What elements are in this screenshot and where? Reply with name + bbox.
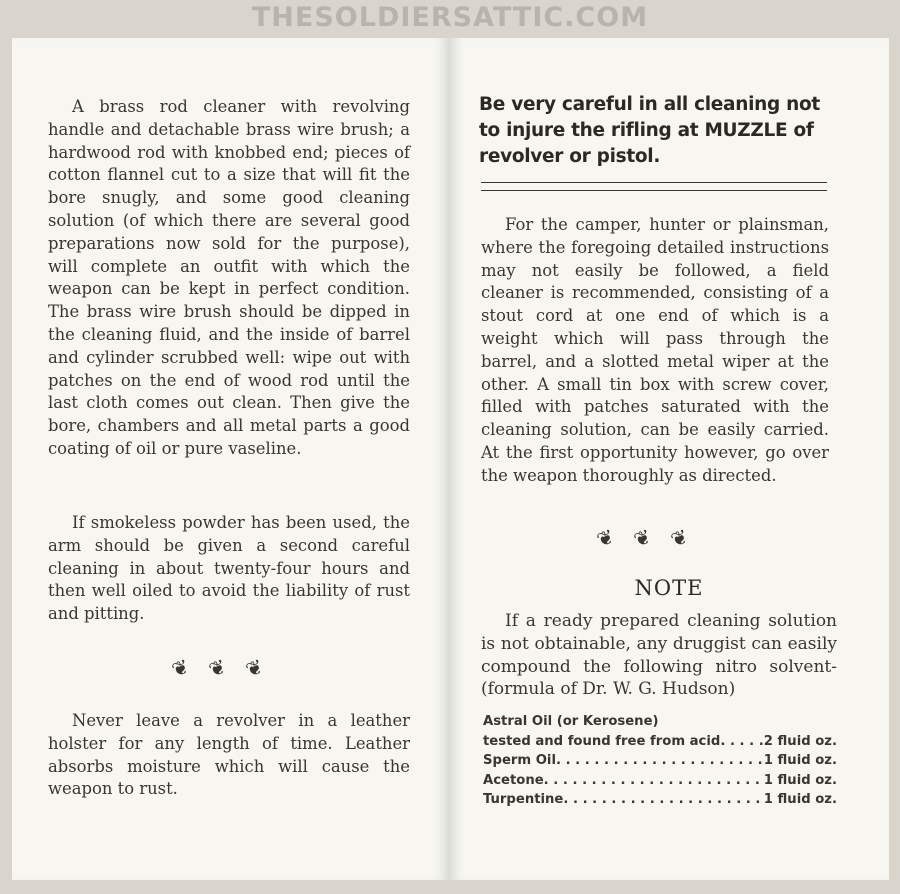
leaf-ornament-icon: ❦	[593, 523, 618, 553]
leather-holster-paragraph: Never leave a revolver in a leather holster for any length of time. Leather absorbs moisture which will cause the weapon to rust.	[48, 711, 410, 799]
watermark: THESOLDIERSATTIC.COM	[251, 2, 649, 33]
solvent-formula	[483, 712, 837, 810]
smokeless-powder-paragraph: If smokeless powder has been used, the arm should be given a second careful cleaning in about twenty-four hours and then well oiled to avoid the liability of rust and pitting.	[48, 513, 410, 624]
formula-row	[483, 751, 837, 771]
right-page	[449, 38, 889, 880]
formula-ingredient: Acetone	[483, 772, 544, 788]
formula-row	[483, 790, 837, 810]
dot-leader	[563, 790, 763, 810]
field-cleaner-paragraph: For the camper, hunter or plainsman, where the foregoing detailed instructions may not easily be followed, a field cleaner is recommended, consisting of a stout cord at one end of which is a weight which will pass through the barrel, and a slotted metal wiper at the other. A small tin box with screw cover, filled with patches saturated with the cleaning solution, can be easily carried. At the first opportunity however, go over the weapon thoroughly as directed.	[481, 215, 829, 485]
dot-leader	[544, 771, 764, 791]
cleaning-outfit-paragraph: A brass rod cleaner with revolving handle and detachable brass wire brush; a hardwood rod with knobbed end; pieces of cotton flannel cut to a size that will fit the bore snugly, and some good cleaning solution (of which there are several good preparations now sold for the purpose), will complete an outfit with which the weapon can be kept in perfect condition. The brass wire brush should be dipped in the cleaning fluid, and the inside of barrel and cylinder scrubbed well: wipe out with patches on the end of wood rod until the last cloth comes out clean. Then give the bore, chambers and all metal parts a good coating of oil or pure vaseline.	[48, 97, 410, 458]
formula-row	[483, 732, 837, 752]
dot-leader	[720, 732, 763, 752]
right-ornament-row	[593, 523, 691, 553]
formula-quantity: 1 fluid oz.	[763, 772, 837, 788]
formula-quantity: 1 fluid oz.	[763, 792, 837, 807]
formula-ingredient: Turpentine	[483, 792, 564, 807]
leaf-ornament-icon: ❦	[168, 653, 193, 683]
formula-quantity: 1 fluid oz.	[763, 753, 837, 768]
leaf-ornament-icon: ❦	[241, 653, 266, 683]
note-title: NOTE	[634, 576, 704, 600]
leaf-ornament-icon: ❦	[205, 653, 230, 683]
dot-leader	[556, 751, 764, 771]
formula-ingredient: Sperm Oil	[483, 753, 556, 768]
formula-line: Astral Oil (or Kerosene)	[483, 714, 659, 729]
formula-row	[483, 771, 837, 791]
leaf-ornament-icon: ❦	[666, 523, 691, 553]
formula-ingredient: tested and found free from acid	[483, 733, 721, 749]
muzzle-warning-heading: Be very careful in all cleaning not to injure the rifling at MUZZLE of revolver or pistol.	[479, 94, 820, 167]
formula-quantity: 2 fluid oz.	[763, 733, 837, 749]
left-ornament-row	[168, 653, 266, 683]
note-paragraph: If a ready prepared cleaning solution is not obtainable, any druggist can easily compound the following nitro solvent-(formula of Dr. W. G. Hudson)	[481, 611, 837, 700]
divider-rule	[481, 190, 827, 191]
left-page	[12, 38, 449, 880]
divider-rule	[481, 182, 827, 183]
leaf-ornament-icon: ❦	[630, 523, 655, 553]
